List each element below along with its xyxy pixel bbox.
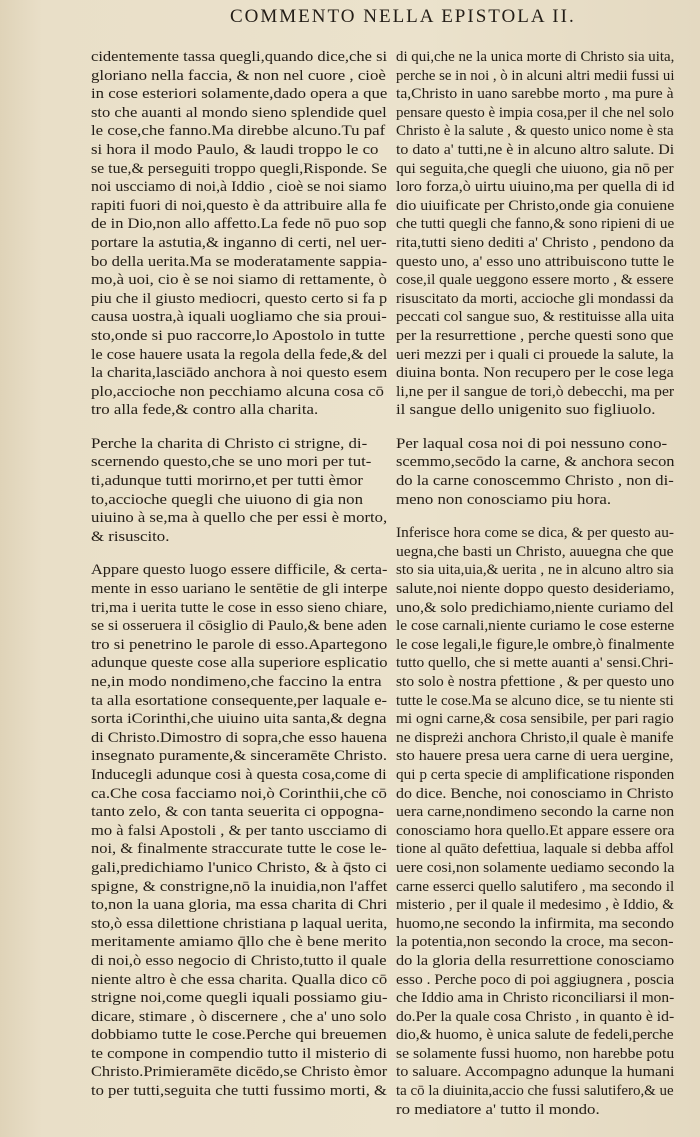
text-line: carne esserci quello salutifero , ma secondo il — [396, 878, 675, 895]
text-line: esso . Perche poco di poi aggiugnera , posciа — [396, 971, 675, 988]
right-text-column — [396, 48, 674, 1119]
text-line: Inducegli adunque cosi à questa cosa,come di — [91, 766, 387, 783]
text-line: ne dispreżi anchora Christo,il quale è manife — [396, 729, 674, 746]
text-line: questo uno, a' esso uno attribuiscono tutte le — [396, 253, 675, 270]
text-line: misterio , per il quale il medesimo , è Iddio, & — [396, 897, 674, 914]
text-line: do dice. Benche, noi conosciamo in Christo — [396, 785, 674, 802]
text-line: in cose esteriori solamente,dado opera a que — [91, 86, 388, 103]
paragraph — [396, 48, 674, 420]
text-line: se tue,& perseguiti troppo quegli,Risponde. Se — [91, 160, 387, 177]
text-line: uno,& solo predichiamo,niente curiamo del — [396, 599, 674, 616]
text-line: noi, & finalmente straccurate tutte le cose le- — [91, 841, 387, 858]
text-line: si hora il modo Paulo, & laudi troppo le co — [91, 141, 379, 158]
text-line: uegna,che basti un Christo, auuegna che que — [396, 543, 674, 560]
text-line: conosciamo hora quello.Et appare essere ora — [396, 822, 675, 839]
text-line: tanto zelo, & con tanta seuerita ci oppogna- — [91, 804, 384, 821]
text-line: dobbiamo tutte le cose.Perche qui breuemen — [91, 1027, 387, 1044]
text-line: qui seguita,che quegli che uiuono, gia nō per — [396, 160, 674, 177]
text-line: ti,adunque tutti morirno,et per tutti èmor — [91, 473, 364, 490]
text-line: to dato a' tutti,ne è in alcuno altro salute. Di — [396, 141, 675, 158]
text-line: loro forza,ò uirtu uiuino,ma per quella di id — [396, 179, 675, 196]
paragraph — [396, 435, 674, 509]
text-line: tro si penetrino le parole di esso.Apartegono — [91, 636, 388, 653]
text-line: tutte le cose.Ma se alcuno dice, se tu niente sti — [396, 692, 674, 709]
text-line: plo,accioche non pecchiamo alcuna cosa cō — [91, 383, 384, 400]
text-line: pensare questo è impia cosa,per il che nel solo — [396, 104, 674, 121]
text-line: rita,tutti sieno dediti a' Christo , pendono da — [396, 234, 675, 251]
text-line: le cose,che fanno.Ma direbbe alcuno.Tu paf — [91, 123, 386, 140]
text-line: la charita,lasciādo anchora à noi questo esem — [91, 365, 388, 382]
text-line: cidentemente tassa quegli,quando dice,che si — [91, 49, 388, 65]
text-line: di qui,che ne la unica morte di Christo sia uita, — [396, 49, 675, 65]
text-line: mi ogni carne,& cosa sensibile, per pari ragio — [396, 711, 674, 728]
text-line: do la gloria della resurrettione conosciamo — [396, 952, 675, 969]
left-text-column — [91, 48, 387, 1101]
text-line: scernendo questo,che se uno mori per tut- — [91, 454, 372, 471]
text-line: il sangue dello unigenito suo figliuolo. — [396, 402, 656, 419]
text-line: ne,in modo nondimeno,che faccino la entra — [91, 674, 382, 690]
text-line: ueri mezzi per i quali ci prouede la salute, la — [396, 346, 674, 363]
text-line: uera carne,nondimeno secondo la carne non — [396, 804, 675, 821]
text-line: bo della uerita.Ma se moderatamente sappia- — [91, 253, 388, 270]
text-line: sto,onde si puo raccorre,lo Apostolo in tutte — [91, 327, 385, 344]
text-line: qui p certa specie di amplificatione risponden — [396, 766, 675, 783]
text-line: se solamente fussi huomo, non harebbe potu — [396, 1045, 675, 1062]
text-line: ta alla esortatione consequente,per laquale e- — [91, 692, 388, 709]
text-line: di Christo.Dimostro di sopra,che esso hauena — [91, 729, 388, 746]
text-line: Perche la charita di Christo ci strigne, di- — [91, 435, 368, 452]
text-line: dio uiuificate per Christo,onde gia conuiene — [396, 197, 675, 214]
text-line: meno non conosciamo piu hora. — [396, 491, 612, 508]
text-line: to,non la uana gloria, ma essa charita di Chri — [91, 897, 388, 914]
text-line: Inferisce hora come se dica, & per questo au- — [396, 525, 674, 542]
text-line: mo à falsi Apostoli , & per tanto uscciamo di — [91, 822, 388, 839]
text-line: le cose hauere usata la regola della fede,& del — [91, 346, 388, 363]
text-line: insegnato puramente,& sinceramēte Christo. — [91, 748, 388, 765]
text-line: strigne noi,come quegli iquali possiamo giu- — [91, 990, 388, 1007]
text-line: le cose carnali,niente curiamo le cose esterne — [396, 618, 675, 635]
text-line: to,accioche quegli che uiuono di gia non — [91, 491, 363, 508]
text-line: sto sia uita,uia,& uerita , ne in alcuno altro sia — [396, 562, 674, 579]
text-line: dio,& huomo, è unica salute de fedeli,perche — [396, 1027, 674, 1044]
text-line: sorta iCorinthi,che uiuino uita santa,& degna — [91, 711, 387, 728]
text-line: Per laqual cosa noi di poi nessuno cono- — [396, 435, 668, 452]
text-line: la potentia,non secondo la croce, ma secon- — [396, 934, 674, 951]
text-line: le cose legali,le figure,le ombre,ò finalmente — [396, 636, 675, 653]
text-line: tione al quāto defettiua, laquale si debba affol — [396, 841, 674, 858]
paragraph — [91, 48, 387, 420]
text-line: gali,predichiamo l'unico Christo, & à q̄sto ci — [91, 859, 387, 876]
text-line: sto solo è nostra pfettione , & per questo uno — [396, 674, 675, 690]
text-line: gloriano nella faccia, & non nel cuore , cioè — [91, 67, 386, 84]
text-line: to saluare. Accompagno adunque la humani — [396, 1064, 675, 1081]
paragraph — [396, 524, 674, 1119]
text-line: to per tutti,seguita che tutti fussimo morti, & — [91, 1083, 387, 1100]
text-line: dicare, stimare , ò discernere , che a' uno solo — [91, 1008, 387, 1025]
text-line: sto hauere presa uera carne di uera uergine, — [396, 748, 674, 765]
text-line: tri,ma i uerita tutte le cose in esso sieno chiare, — [91, 599, 388, 616]
text-line: adunque queste cose alla superiore esplicatio — [91, 655, 388, 672]
text-line: te compone in compendio tutto il misterio di — [91, 1045, 388, 1062]
text-line: meritamente amiamo q̄llo che è bene merito — [91, 934, 387, 951]
text-line: rapiti fuori di noi,questo è da attribuire alla fe — [91, 197, 387, 214]
text-line: uiuino à se,ma à quello che per essi è morto, — [91, 510, 388, 527]
text-line: noi uscciamo di noi,à Iddio , cioè se noi siamo — [91, 179, 387, 196]
text-line: salute,noi niente doppo questo desideriamo, — [396, 581, 675, 598]
text-line: de in Dio,non allo affetto.La fede nō puo sop — [91, 216, 387, 233]
paragraph — [91, 561, 387, 1100]
text-line: do.Per la quale cosa Christo , in quanto è id- — [396, 1008, 675, 1025]
text-line: che Iddio ama in Christo riconciliarsi il mon- — [396, 990, 675, 1007]
text-line: niente altro è che essa charita. Qualla dico cō — [91, 971, 388, 988]
text-line: se si osseruera il cōsiglio di Paulo,& bene aden — [91, 618, 387, 635]
text-line: cose,il quale ueggono essere morto , & essere — [396, 272, 674, 289]
text-line: mente in esso uariano le sentētie de gli interpe — [91, 581, 388, 598]
text-line: mo,à uoi, cio è se noi siamo di rettamente, ò — [91, 272, 387, 289]
text-line: ta,Christo in uano sarebbe morto , ma pure à — [396, 86, 674, 103]
text-line: tutto quello, che si mette auanti a' sensi.Chri- — [396, 655, 674, 672]
paragraph — [91, 435, 387, 547]
text-line: diuina bonta. Non recupero per le cose lega — [396, 365, 674, 382]
text-line: Christo.Primieramēte dicēdo,se Christo èmor — [91, 1064, 388, 1081]
text-line: ro mediatore a' tutto il mondo. — [396, 1101, 600, 1118]
text-line: li,ne per il sangue de tori,ò debecchi, ma per — [396, 383, 675, 400]
text-line: per la resurrettione , perche questi sono que — [396, 327, 674, 344]
text-line: causa uostra,à iquali uogliamo che sia proui- — [91, 309, 387, 326]
text-line: tro alla fede,& contro alla charita. — [91, 402, 319, 419]
text-line: Appare questo luogo essere difficile, & certa- — [91, 562, 388, 579]
text-line: spigne, & constrigne,nō la inuidia,non l'affet — [91, 878, 388, 895]
text-line: sto,ò essa dilettione christiana p laqual uerita, — [91, 915, 388, 932]
text-line: perche se in noi , ò in alcuni altri medii fussi ui — [396, 67, 675, 84]
text-line: che tutti quegli che fanno,& sono ripieni di ue — [396, 216, 675, 233]
text-line: ta cō la diuinita,accio che fussi salutifero,& ue — [396, 1083, 674, 1100]
text-line: sto che auanti al mondo sieno splendide quel — [91, 104, 387, 121]
text-line: scemmo,secōdo la carne, & anchora secon — [396, 454, 675, 471]
text-line: di noi,ò esso negocio di Christo,tutto il quale — [91, 952, 387, 969]
text-line: piu che il giusto mediocri, questo certo si fa p — [91, 290, 388, 307]
text-line: Christo è la salute , & questo unico nome è sta — [396, 123, 674, 140]
text-line: portare la astutia,& inganno di certi, nel uer- — [91, 234, 387, 251]
text-line: peccati col sangue suo, & restituisse alla uita — [396, 309, 675, 326]
text-line: do la carne conoscemmo Christo , non di- — [396, 473, 674, 490]
text-line: huomo,ne secondo la infirmita, ma secondo — [396, 915, 675, 932]
running-head: COMMENTO NELLA EPISTOLA II. — [230, 6, 576, 27]
text-line: uere cosi,non solamente uediamo secondo la — [396, 859, 675, 876]
text-line: ca.Che cosa facciamo noi,ò Corinthii,che cō — [91, 785, 387, 802]
text-line: & risuscito. — [91, 528, 170, 545]
text-line: risuscitato da morti, accioche gli mondassi da — [396, 290, 674, 307]
